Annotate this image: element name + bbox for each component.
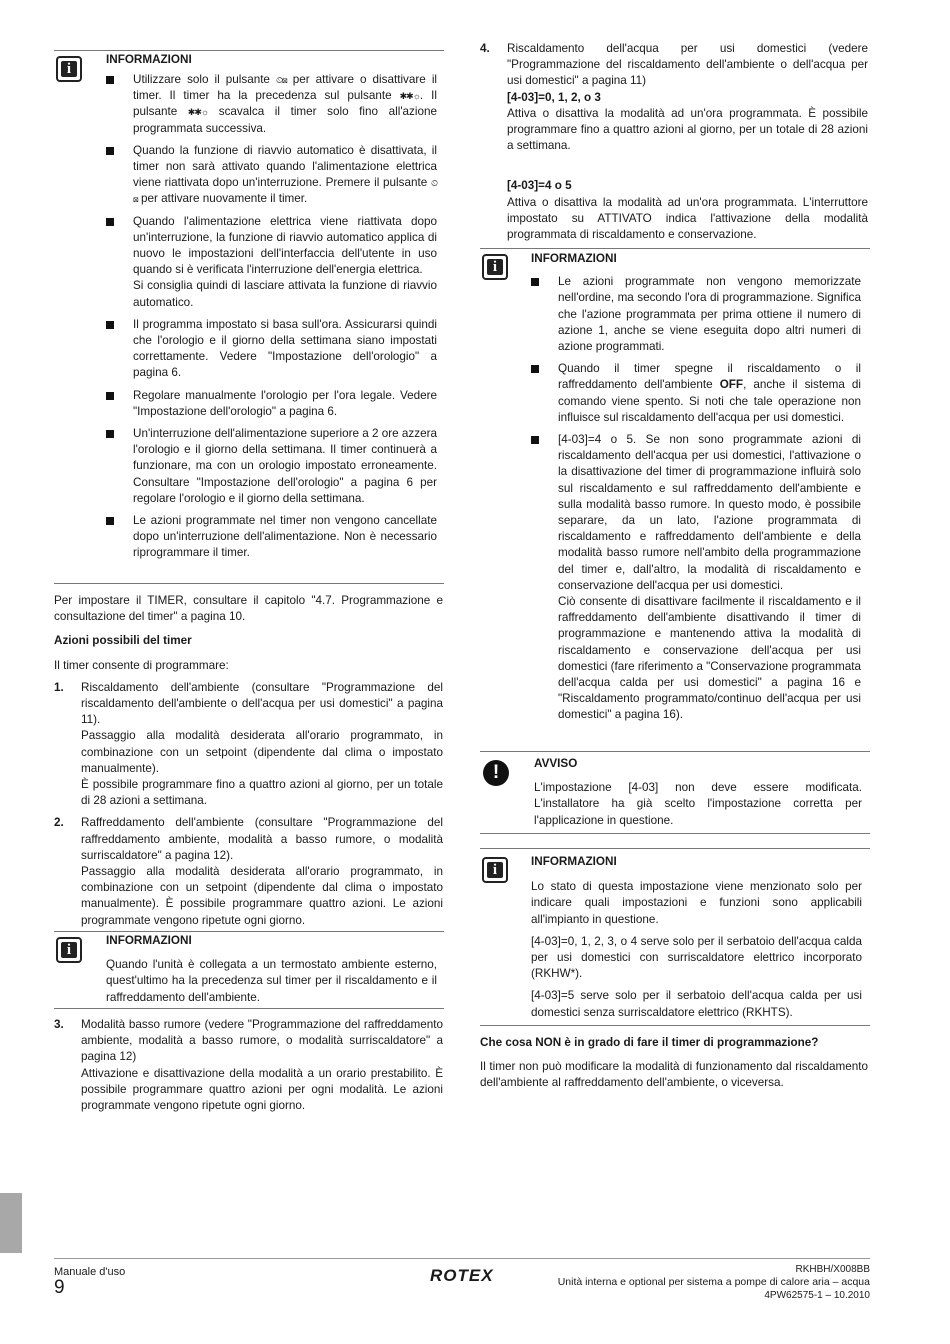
info-box-2 <box>106 933 437 1012</box>
warning-box <box>534 756 862 835</box>
warning-text: L'impostazione [4-03] non deve essere modificata. L'installatore ha già scelto l'impostazione corretta per l'applicazione in questione. <box>534 781 862 827</box>
info-box-1 <box>106 52 437 73</box>
answer-text: Il timer non può modificare la modalità di funzionamento dal riscaldamento dell'ambiente al raffreddamento dell'ambiente, o viceversa. <box>480 1060 868 1090</box>
info-icon: i <box>56 937 82 963</box>
timer-button-icon: ⏲⊠ <box>133 178 437 205</box>
question-heading: Che cosa NON è in grado di fare il timer di programmazione? <box>480 1036 819 1049</box>
rotex-logo: ROTEX <box>430 1266 494 1285</box>
info-text: [4-03]=0, 1, 2, 3, o 4 serve solo per il serbatoio dell'acqua calda per usi domestici con surriscaldatore elettrico incorporato (RKHW*). <box>531 934 862 981</box>
list-item: 1. Riscaldamento dell'ambiente (consultare "Programmazione del riscaldamento dell'ambiente o dell'acqua per usi domestici" a pagina 11). Passaggio alla modalità desiderata all'orario programmato, in combinazione con un setpoint (dipendente dal clima o impostato manualmente). È possibile programmare fino a quattro azioni al giorno, per un totale di 28 azioni a settimana. <box>54 680 443 808</box>
footer-model: RKHBH/X008BB <box>795 1264 870 1275</box>
intro-text: Per impostare il TIMER, consultare il capitolo "4.7. Programmazione e consultazione del timer" a pagina 10. <box>54 594 443 624</box>
list-item: Quando l'alimentazione elettrica viene riattivata dopo un'interruzione, la funzione di riavvio automatico applica di nuovo le impostazioni dell'interfaccia dell'utente in uso quando si è verificata l'interruzione dell'energia elettrica. Si consiglia quindi di lasciare attivata la funzione di riavvio automatico. <box>106 214 437 311</box>
list-item: Le azioni programmate non vengono memorizzate nell'ordine, ma secondo l'ora di programmazione. Significa che l'azione programmata per prima ottiene il numero di azione 1, anche se viene eseguita dopo altri numeri di azione programmati. <box>531 274 861 355</box>
list-item: [4-03]=4 o 5. Se non sono programmate azioni di riscaldamento dell'acqua per usi domestici, l'attivazione o la disattivazione del timer di programmazione influirà solo sul riscaldamento e sul raffreddamento dell'ambiente e sulla modalità basso rumore. In questo modo, è possibile separare, da un lato, l'azione programmata di riscaldamento e raffreddamento dell'ambiente e della modalità basso rumore nell'ambito della programmazione del timer e, dall'altro, la modalità di riscaldamento e conservazione dell'acqua per usi domestici. Ciò consente di disattivare facilmente il riscaldamento e il raffreddamento dell'ambiente disattivando il timer di programmazione e mantenendo attiva la modalità di riscaldamento e conservazione dell'acqua per usi domestici (fare riferimento a "Conservazione programmata dell'acqua calda per usi domestici" a pagina 16 e "Riscaldamento programmato/continuo dell'acqua per usi domestici" a pagina 16). <box>531 432 861 724</box>
info-heading: INFORMAZIONI <box>106 934 192 947</box>
info-icon: i <box>482 254 508 280</box>
section-heading: Azioni possibili del timer <box>54 634 192 648</box>
info-heading: INFORMAZIONI <box>531 855 617 868</box>
info-text: [4-03]=5 serve solo per il serbatoio dell'acqua calda per usi domestici senza surriscaldatore elettrico (RKHTS). <box>531 989 862 1019</box>
footer-manual: Manuale d'uso <box>54 1266 126 1278</box>
footer-docnum: 4PW62575-1 – 10.2010 <box>764 1290 870 1301</box>
list-item: Regolare manualmente l'orologio per l'ora legale. Vedere "Impostazione dell'orologio" a pagina 6. <box>106 388 437 420</box>
info-heading: INFORMAZIONI <box>106 53 192 66</box>
page-number: 9 <box>54 1277 65 1298</box>
timer-button-icon: ⏲⊠ <box>275 75 287 85</box>
list-item: 3. Modalità basso rumore (vedere "Programmazione del raffreddamento ambiente, modalità a basso rumore, o modalità surriscaldatore" a pagina 12) Attivazione e disattivazione della modalità a un orario prestabilito. È possibile programmare quattro azioni per ogni modalità. Le azioni programmate vengono ripetute ogni giorno. <box>54 1018 443 1113</box>
mode-button-icon: ✱✱☼ <box>187 107 209 118</box>
side-tab <box>0 1193 22 1253</box>
mode-button-icon: ✱✱☼ <box>399 91 420 102</box>
list-item: Utilizzare solo il pulsante ⏲⊠ per attivare o disattivare il timer. Il timer ha la precedenza sul pulsante ✱✱☼. Il pulsante ✱✱☼ scavalca il timer solo fino all'azione programmata successiva. <box>106 72 437 137</box>
info-heading: INFORMAZIONI <box>531 252 617 265</box>
info-box-3 <box>531 251 861 730</box>
list-item: Quando il timer spegne il riscaldamento o il raffreddamento dell'ambiente OFF, anche il sistema di comando viene spento. Si noti che tale operazione non influisce sul riscaldamento dell'acqua per usi domestici. <box>531 361 861 426</box>
info-box-4 <box>531 854 862 1027</box>
info-text: Lo stato di questa impostazione viene menzionato solo per indicare quali impostazioni e funzioni sono applicabili all'impianto in questione. <box>531 880 862 926</box>
list-item: Un'interruzione dell'alimentazione superiore a 2 ore azzera l'orologio e il giorno della settimana. Il timer continuerà a funzionare, ma con un orologio impostato erroneamente. Consultare "Impostazione dell'orologio" a pagina 6 per regolare l'orologio e il giorno della settimana. <box>106 426 437 507</box>
warning-heading: AVVISO <box>534 757 578 770</box>
info-text: Quando l'unità è collegata a un termostato ambiente esterno, quest'ultimo ha la precedenza sul timer per il riscaldamento e il raffreddamento dell'ambiente. <box>106 958 437 1004</box>
footer-subtitle: Unità interna e optional per sistema a pompe di calore aria – acqua <box>557 1276 870 1288</box>
info-icon: i <box>482 857 508 883</box>
info-icon: i <box>56 56 82 82</box>
list-item: Quando la funzione di riavvio automatico è disattivata, il timer non sarà attivato quando l'alimentazione elettrica viene riattivata dopo un'interruzione. Premere il pulsante ⏲⊠ per attivare nuovamente il timer. <box>106 143 437 208</box>
list-item: Il programma impostato si basa sull'ora. Assicurarsi quindi che l'orologio e il giorno della settimana siano impostati correttamente. Vedere "Impostazione dell'orologio" a pagina 6. <box>106 317 437 382</box>
list-item: 4. Riscaldamento dell'acqua per usi domestici (vedere "Programmazione del riscaldamento dell'ambiente o dell'acqua per usi domestici" a pagina 11) [4-03]=0, 1, 2, o 3 Attiva o disattiva la modalità ad un'ora programmata. È possibile programmare fino a quattro azioni al giorno, per un totale di 28 azioni a settimana. [4-03]=4 o 5 Attiva o disattiva la modalità ad un'ora programmata. L'interruttore impostato su ATTIVATO indica l'attivazione della modalità programmata di riscaldamento e conservazione. <box>480 42 868 242</box>
list-item: Le azioni programmate nel timer non vengono cancellate dopo un'interruzione dell'alimentazione. Non è necessario riprogrammare il timer. <box>106 513 437 562</box>
actions-intro: Il timer consente di programmare: <box>54 658 229 672</box>
list-item: 2. Raffreddamento dell'ambiente (consultare "Programmazione del raffreddamento ambiente, modalità a basso rumore, o modalità surriscaldatore" a pagina 12). Passaggio alla modalità desiderata all'orario programmato, in combinazione con un setpoint (dipendente dal clima o impostato manualmente). È possibile programmare quattro azioni. Le azioni programmate vengono ripetute ogni giorno. <box>54 816 443 927</box>
warning-icon: ! <box>483 760 509 786</box>
